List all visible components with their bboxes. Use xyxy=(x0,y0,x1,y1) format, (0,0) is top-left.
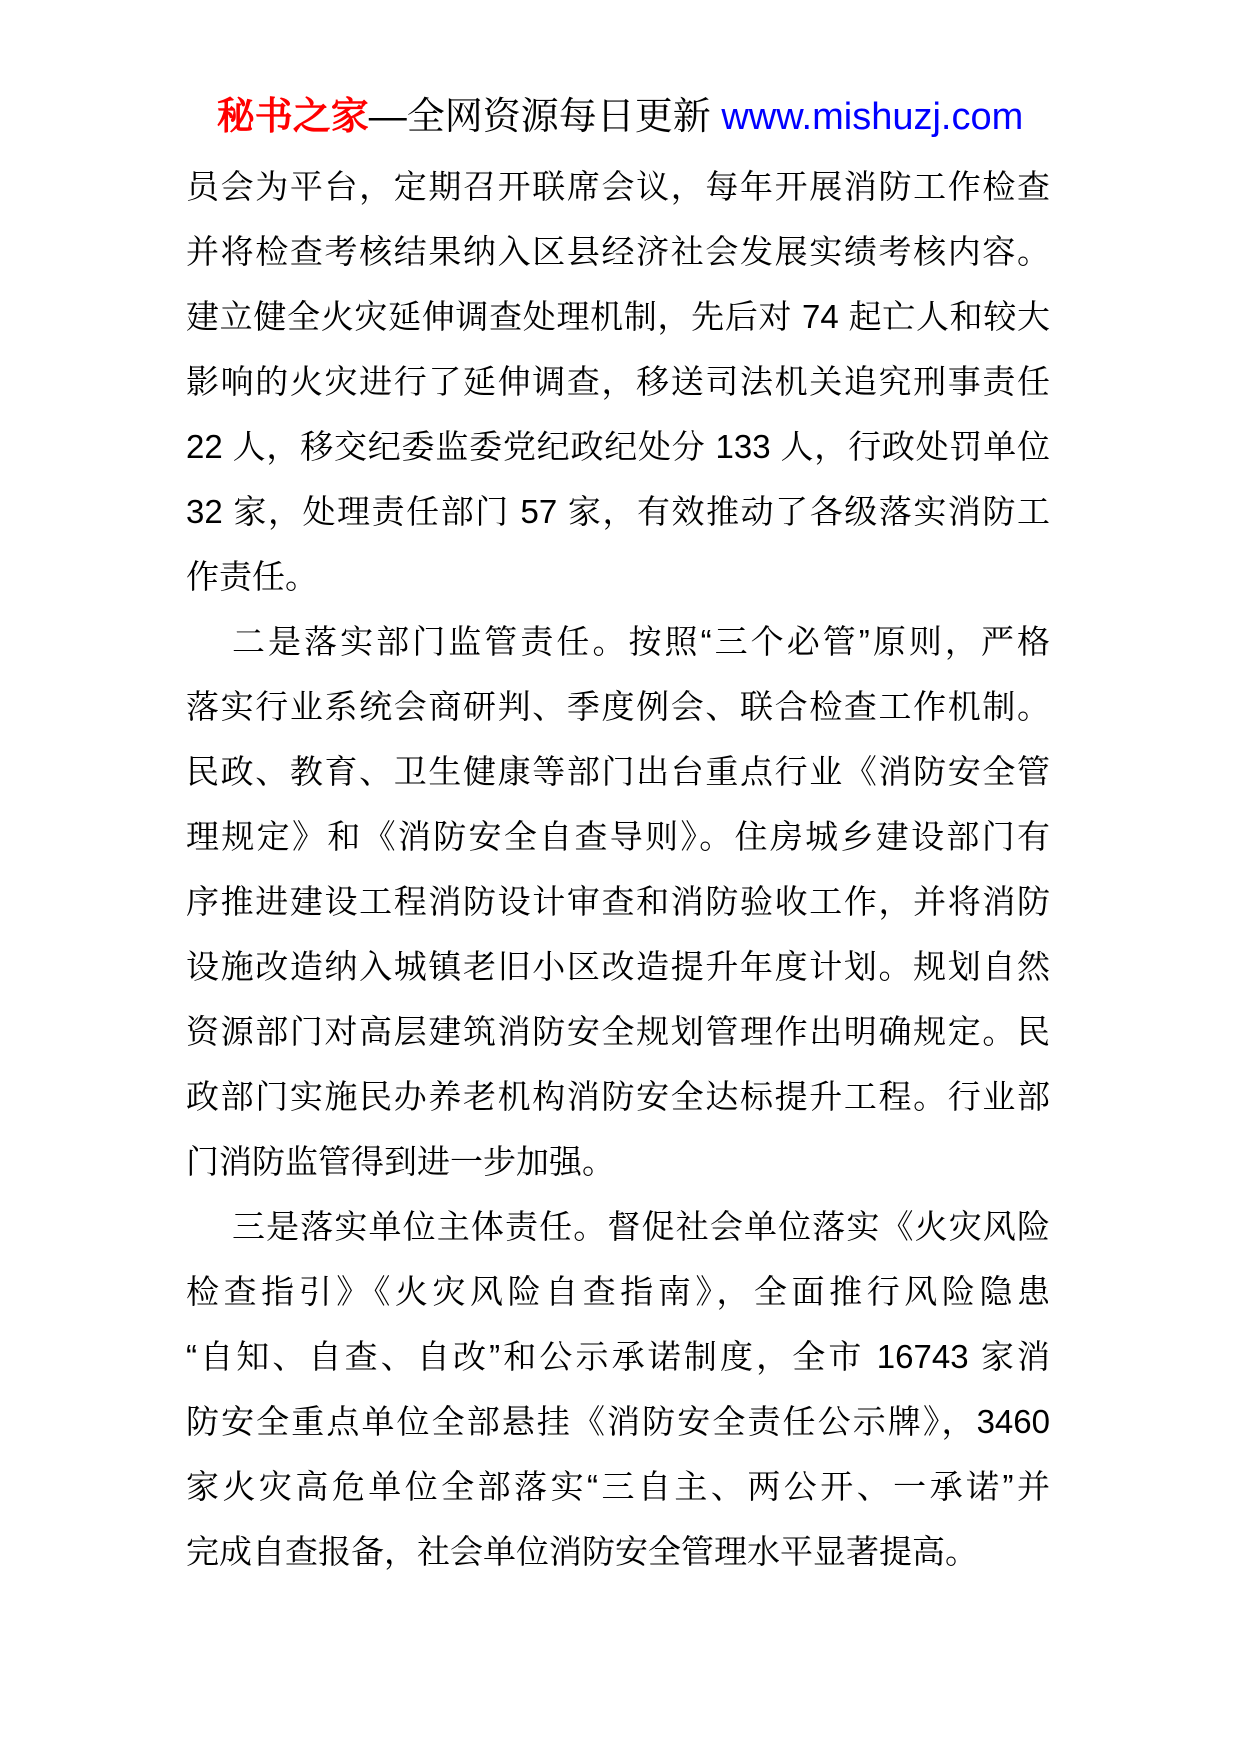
site-url-link[interactable]: www.mishuzj.com xyxy=(721,96,1024,138)
text-line: 32 家，处理责任部门 57 家，有效推动了各级落实消防工 xyxy=(186,493,1050,530)
text-line: 理规定》和《消防安全自查导则》。住房城乡建设部门有 xyxy=(186,818,1050,855)
text-line: 民政、教育、卫生健康等部门出台重点行业《消防安全管 xyxy=(186,753,1050,790)
text-line: 家火灾高危单位全部落实“三自主、两公开、一承诺”并 xyxy=(186,1468,1050,1505)
text-line: 设施改造纳入城镇老旧小区改造提升年度计划。规划自然 xyxy=(186,948,1050,985)
text-line: 员会为平台，定期召开联席会议，每年开展消防工作检查 xyxy=(186,168,1050,205)
text-line: 防安全重点单位全部悬挂《消防安全责任公示牌》，3460 xyxy=(186,1403,1050,1440)
text-line: 三是落实单位主体责任。督促社会单位落实《火灾风险 xyxy=(232,1208,1050,1245)
site-header xyxy=(0,94,1240,140)
text-line: 落实行业系统会商研判、季度例会、联合检查工作机制。 xyxy=(186,688,1050,725)
text-line: 政部门实施民办养老机构消防安全达标提升工程。行业部 xyxy=(186,1078,1050,1115)
text-line: 门消防监管得到进一步加强。 xyxy=(186,1143,615,1180)
text-line: 二是落实部门监管责任。按照“三个必管”原则，严格 xyxy=(232,623,1050,660)
site-tagline: —全网资源每日更新 xyxy=(368,96,711,138)
text-line: 完成自查报备，社会单位消防安全管理水平显著提高。 xyxy=(186,1533,978,1570)
text-line: 并将检查考核结果纳入区县经济社会发展实绩考核内容。 xyxy=(186,233,1050,270)
text-line: 建立健全火灾延伸调查处理机制，先后对 74 起亡人和较大 xyxy=(186,298,1050,335)
text-line: 检查指引》《火灾风险自查指南》，全面推行风险隐患 xyxy=(186,1273,1050,1310)
text-line: 22 人，移交纪委监委党纪政纪处分 133 人，行政处罚单位 xyxy=(186,428,1050,465)
site-brand: 秘书之家 xyxy=(216,96,369,138)
text-line: 序推进建设工程消防设计审查和消防验收工作，并将消防 xyxy=(186,883,1050,920)
text-line: 资源部门对高层建筑消防安全规划管理作出明确规定。民 xyxy=(186,1013,1050,1050)
text-line: 影响的火灾进行了延伸调查，移送司法机关追究刑事责任 xyxy=(186,363,1050,400)
text-line: “自知、自查、自改”和公示承诺制度，全市 16743 家消 xyxy=(186,1338,1050,1375)
text-line: 作责任。 xyxy=(186,558,318,595)
document-body xyxy=(186,154,1050,1584)
